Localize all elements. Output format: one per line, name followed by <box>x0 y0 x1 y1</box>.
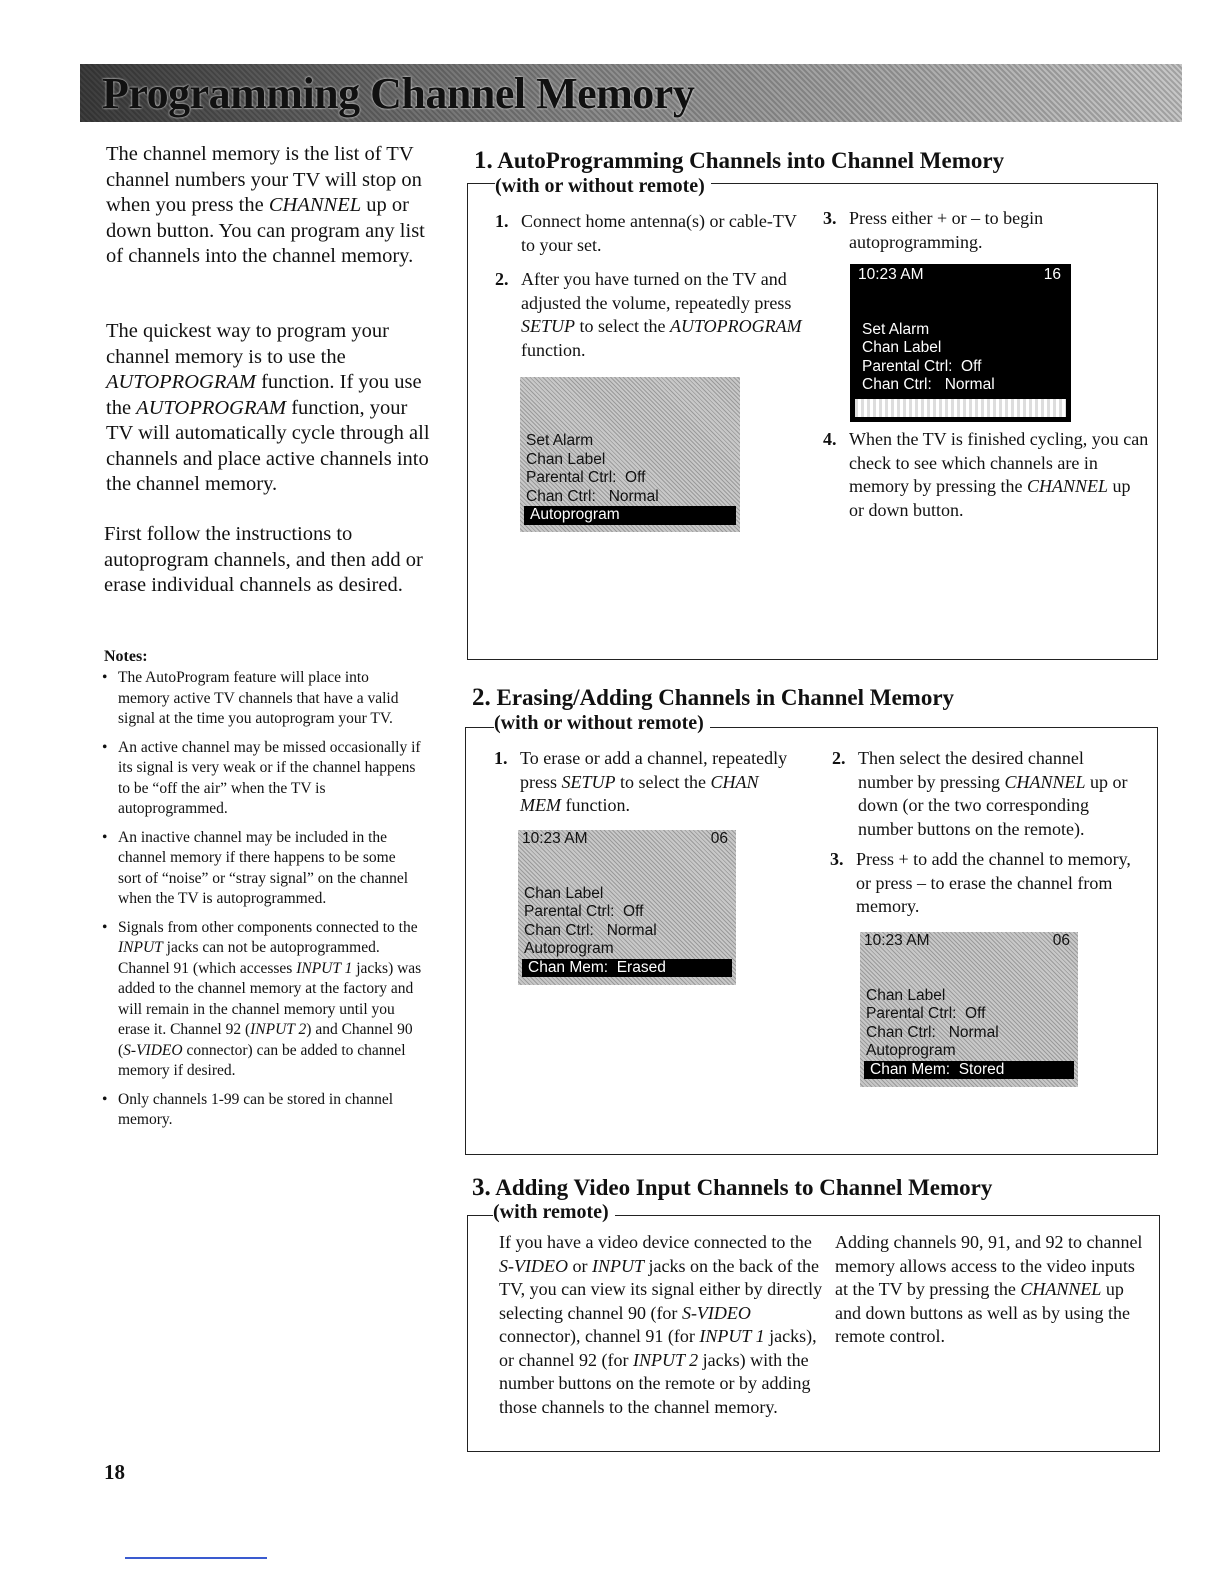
text-run: up or down (or the two corresponding number buttons on the remote). <box>858 771 1128 839</box>
emphasized-term: CHANNEL <box>1020 1279 1102 1299</box>
page-title: Programming Channel Memory <box>102 69 695 118</box>
step-number: 2. <box>495 269 509 289</box>
text-run: connector), channel 91 (for <box>499 1326 700 1346</box>
text-run: An active channel may be missed occasionally if its signal is very weak or if the channel happens to be “off the air” when the TV is autoprogrammed. <box>118 738 421 817</box>
step-text <box>856 849 1131 916</box>
emphasized-term: S-VIDEO <box>681 1302 751 1323</box>
progress-bar <box>855 399 1066 417</box>
text-run: The channel memory is the list of TV channel numbers your TV will stop on when you press the <box>106 143 422 216</box>
emphasized-term: SETUP <box>561 771 616 792</box>
text-run: function, your TV will automatically cycle through all channels and place active channels into the channel memory. <box>106 396 430 495</box>
emphasized-term: AUTOPROGRAM <box>136 396 287 419</box>
section-3-column-1 <box>499 1231 824 1419</box>
step-number: 1. <box>494 748 508 768</box>
channel-number: 16 <box>1043 266 1061 283</box>
section-1-heading <box>474 147 1004 175</box>
emphasized-term: INPUT <box>118 939 163 956</box>
step-text <box>849 208 1043 252</box>
notes-list <box>102 668 422 1139</box>
menu-item: Parental Ctrl: Off <box>862 357 982 375</box>
menu-item: Chan Ctrl: Normal <box>526 487 659 505</box>
section-title: Erasing/Adding Channels in Channel Memory <box>496 685 955 710</box>
header-banner <box>80 64 1182 122</box>
footer-rule <box>125 1557 267 1559</box>
emphasized-term: SETUP <box>521 316 575 336</box>
emphasized-term: CHANNEL <box>268 194 362 216</box>
section-3-column-2 <box>835 1231 1145 1349</box>
text-run: Only channels 1-99 can be stored in channel memory. <box>118 1090 394 1128</box>
menu-item: Autoprogram <box>524 940 614 957</box>
emphasized-term: CHANNEL <box>1026 476 1109 496</box>
tv-screen-chan-mem-erased <box>518 830 736 985</box>
menu-item: Chan Label <box>862 339 942 356</box>
text-run: up and down buttons as well as by using the remote control. <box>835 1279 1130 1346</box>
text-run: up or down button. <box>849 476 1131 520</box>
step-number: 3. <box>830 849 844 869</box>
text-run: jacks) was added to the channel memory at the factory and will remain in the channel memory until you erase it. Channel 92 ( <box>118 959 422 1038</box>
step <box>830 848 1141 919</box>
section-3-subtitle: (with remote) <box>493 1201 615 1224</box>
text-run: to select the <box>615 771 711 792</box>
section-1-subtitle: (with or without remote) <box>495 175 711 198</box>
emphasized-term: INPUT 2 <box>632 1349 699 1370</box>
emphasized-term: S-VIDEO <box>499 1255 568 1276</box>
text-run: function. <box>521 339 586 360</box>
step <box>832 747 1143 841</box>
menu-item: Chan Ctrl: Normal <box>862 376 995 393</box>
text-run: to select the <box>575 316 670 336</box>
menu-item: Chan Label <box>866 986 946 1004</box>
section-number: 1. <box>474 147 493 174</box>
menu-item: Parental Ctrl: Off <box>866 1005 986 1022</box>
step-text <box>520 748 787 815</box>
step-number: 2. <box>832 748 846 768</box>
note-item <box>102 738 422 820</box>
step-number: 4. <box>823 429 837 449</box>
note-item <box>102 668 422 730</box>
clock-time: 10:23 AM <box>858 266 924 283</box>
text-run: First follow the instructions to autoprogram channels, and then add or erase individual channels as desired. <box>104 523 423 596</box>
step <box>495 210 811 257</box>
section-title: AutoProgramming Channels into Channel Memory <box>497 148 1005 173</box>
menu-item: Set Alarm <box>862 320 930 338</box>
text-run: Then select the desired channel number by pressing <box>858 748 1084 792</box>
emphasized-term: INPUT 1 <box>699 1326 765 1346</box>
emphasized-term: CHANNEL <box>1004 771 1086 792</box>
note-item <box>102 918 422 1082</box>
emphasized-term: INPUT <box>591 1255 644 1276</box>
text-run: function. <box>560 795 630 815</box>
text-run: The quickest way to program your channel memory is to use the <box>106 320 389 368</box>
text-run: jacks can not be autoprogrammed. Channel 91 (which accesses <box>118 939 380 977</box>
clock-time: 10:23 AM <box>864 932 930 949</box>
section-3-heading <box>472 1174 992 1202</box>
text-run: Connect home antenna(s) or cable-TV to your set. <box>521 211 797 255</box>
section-number: 3. <box>472 1174 491 1201</box>
text-run: When the TV is finished cycling, you can check to see which channels are in memory by pressing the <box>849 429 1149 496</box>
text-run: up or down button. You can program any list of channels into the channel memory. <box>106 194 425 267</box>
text-run: If you have a video device connected to the <box>499 1232 812 1252</box>
text-run: jacks), or channel 92 (for <box>499 1326 817 1370</box>
tv-screen-autoprogramming <box>850 264 1071 422</box>
text-run: Adding channels 90, 91, and 92 to channel memory allows access to the video inputs at the TV by pressing the <box>835 1232 1143 1299</box>
text-run: Press + to add the channel to memory, or press – to erase the channel from memory. <box>856 849 1131 916</box>
menu-item-selected: Chan Mem: Erased <box>522 959 732 978</box>
text-run: or <box>567 1255 592 1276</box>
menu-item: Chan Label <box>526 450 606 468</box>
step-text <box>858 748 1128 839</box>
section-number: 2. <box>472 684 491 711</box>
step <box>494 747 800 818</box>
step-number: 1. <box>495 211 509 231</box>
menu-item: Parental Ctrl: Off <box>526 469 646 486</box>
step <box>823 428 1149 522</box>
text-run: After you have turned on the TV and adjusted the volume, repeatedly press <box>521 269 792 313</box>
section-title: Adding Video Input Channels to Channel Memory <box>495 1175 993 1200</box>
step <box>495 268 811 362</box>
channel-number: 06 <box>1052 932 1070 949</box>
channel-number: 06 <box>710 830 728 847</box>
step <box>823 207 1139 254</box>
text-run: An inactive channel may be included in the channel memory if there happens to be some sort of “noise” or “stray signal” on the channel when the TV is autoprogrammed. <box>118 828 409 907</box>
emphasized-term: INPUT 2 <box>250 1021 307 1038</box>
intro-paragraph-3 <box>104 522 434 599</box>
menu-item-selected: Autoprogram <box>524 506 736 525</box>
step-text <box>521 211 797 255</box>
page-number: 18 <box>104 1460 125 1484</box>
step-number: 3. <box>823 208 837 228</box>
intro-paragraph-1 <box>106 142 436 270</box>
emphasized-term: AUTOPROGRAM <box>106 371 256 393</box>
text-run: To erase or add a channel, repeatedly press <box>520 748 788 792</box>
section-2-subtitle: (with or without remote) <box>494 712 710 735</box>
text-run: Press either + or – to begin autoprogramming. <box>849 208 1044 252</box>
menu-item: Chan Ctrl: Normal <box>866 1023 999 1041</box>
tv-screen-autoprogram <box>520 377 740 532</box>
text-run: connector) can be added to channel memory if desired. <box>118 1041 406 1079</box>
menu-item: Parental Ctrl: Off <box>524 903 644 920</box>
emphasized-term: AUTOPROGRAM <box>669 316 802 336</box>
note-item <box>102 828 422 910</box>
tv-screen-chan-mem-stored <box>860 932 1078 1087</box>
menu-item: Set Alarm <box>526 432 594 449</box>
emphasized-term: S-VIDEO <box>123 1041 183 1059</box>
step-text <box>849 429 1148 520</box>
menu-item: Autoprogram <box>866 1042 956 1059</box>
text-run: ) and Channel 90 ( <box>118 1021 413 1059</box>
menu-item-selected: Chan Mem: Stored <box>864 1061 1074 1080</box>
note-item <box>102 1090 422 1131</box>
text-run: jacks on the back of the TV, you can view its signal either by directly selecting channel 90 (for <box>499 1255 823 1323</box>
menu-item: Chan Ctrl: Normal <box>524 921 657 939</box>
clock-time: 10:23 AM <box>522 830 588 847</box>
emphasized-term: CHAN MEM <box>520 771 759 815</box>
emphasized-term: INPUT 1 <box>296 959 353 977</box>
notes-heading: Notes: <box>104 648 148 665</box>
section-2-heading <box>472 684 954 712</box>
step-text <box>521 269 802 360</box>
intro-paragraph-2 <box>106 319 436 498</box>
text-run: jacks) with the number buttons on the remote or by adding those channels to the channel memory. <box>499 1349 811 1417</box>
text-run: Signals from other components connected to the <box>118 918 418 936</box>
text-run: function. If you use the <box>106 371 422 419</box>
text-run: The AutoProgram feature will place into memory active TV channels that have a valid signal at the time you autoprogram your TV. <box>118 669 399 727</box>
menu-item: Chan Label <box>524 884 604 902</box>
